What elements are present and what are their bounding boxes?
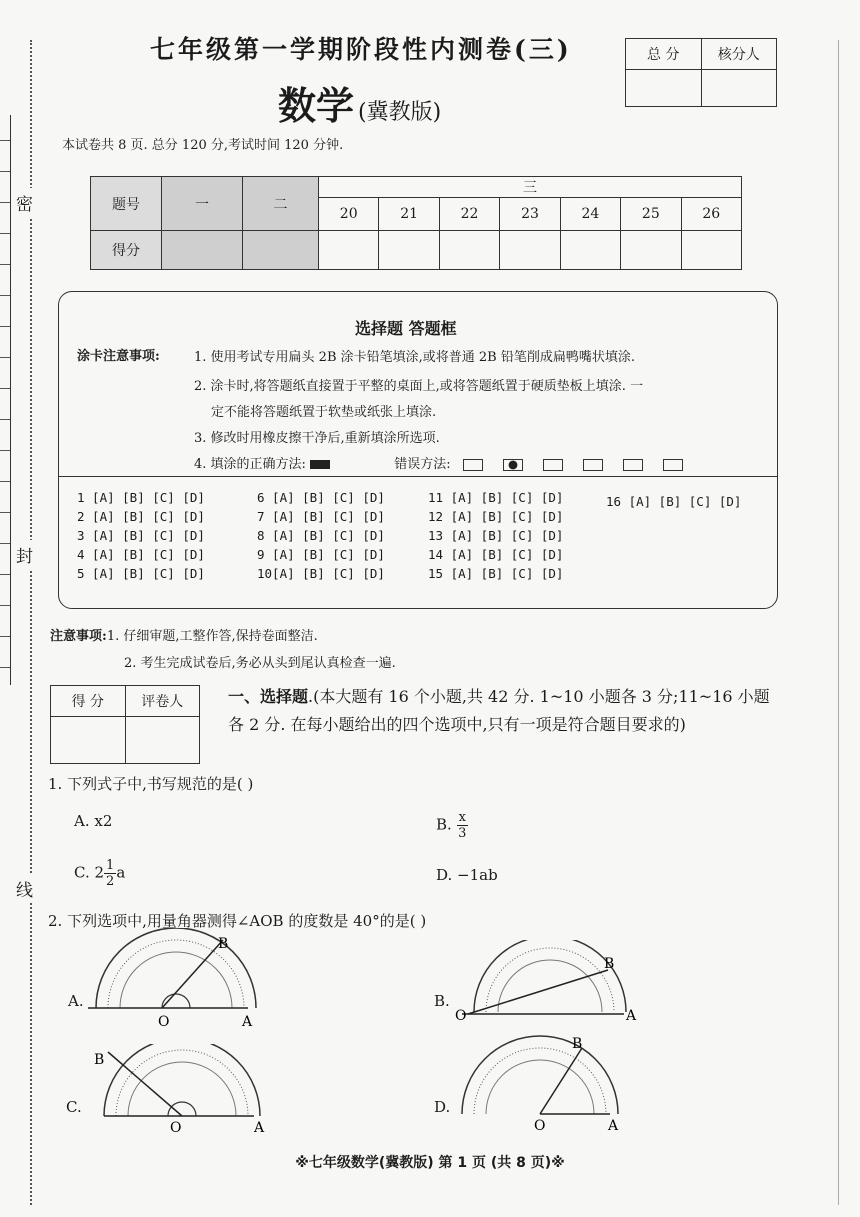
answer-card-divider xyxy=(58,476,778,477)
question-22: 22 xyxy=(439,198,499,231)
q1-c-numerator: 1 xyxy=(106,858,115,873)
q2-b-point-a: A xyxy=(626,1008,637,1024)
left-strip-separator xyxy=(0,202,10,203)
checker-cell[interactable] xyxy=(701,70,777,107)
option-row-3[interactable]: 3 [A] [B] [C] [D] xyxy=(77,528,205,543)
q1-option-a[interactable]: A. x2 xyxy=(74,812,113,830)
score-cell-part2[interactable] xyxy=(243,231,319,270)
option-row-9[interactable]: 9 [A] [B] [C] [D] xyxy=(257,547,385,562)
left-strip-separator xyxy=(0,295,10,296)
section-grader-cell[interactable] xyxy=(125,717,200,764)
wrong-method-label: 错误方法: xyxy=(394,457,451,472)
q1-option-b[interactable] xyxy=(436,810,468,841)
left-strip-separator xyxy=(0,512,10,513)
option-row-16[interactable]: 16 [A] [B] [C] [D] xyxy=(606,494,742,509)
option-row-10[interactable]: 10[A] [B] [C] [D] xyxy=(257,566,385,581)
exam-info: 本试卷共 8 页. 总分 120 分,考试时间 120 分钟. xyxy=(62,138,344,153)
option-row-2[interactable]: 2 [A] [B] [C] [D] xyxy=(77,509,205,524)
part-three-header: 三 xyxy=(319,177,742,198)
option-row-12[interactable]: 12 [A] [B] [C] [D] xyxy=(428,509,564,524)
option-row-11[interactable]: 11 [A] [B] [C] [D] xyxy=(428,490,564,505)
option-row-5[interactable]: 5 [A] [B] [C] [D] xyxy=(77,566,205,581)
total-score-label: 总 分 xyxy=(626,39,702,70)
subject-name: 数学 xyxy=(278,83,355,128)
binding-char-feng: 封 xyxy=(16,540,33,569)
q2-option-b-label[interactable]: B. xyxy=(434,992,450,1010)
left-strip-separator xyxy=(0,543,10,544)
q2-d-point-b: B xyxy=(572,1036,583,1052)
options-col-2 xyxy=(257,490,385,581)
fill-notice-2: 2. 涂卡时,将答题纸直接置于平整的桌面上,或将答题纸置于硬质垫板上填涂. 一 xyxy=(194,379,644,394)
q2-option-a-label[interactable]: A. xyxy=(68,992,84,1010)
exam-title: 七年级第一学期阶段性内测卷(三) xyxy=(150,35,572,64)
option-row-14[interactable]: 14 [A] [B] [C] [D] xyxy=(428,547,564,562)
score-cell-22[interactable] xyxy=(439,231,499,270)
wrong-circle-icon xyxy=(623,459,643,471)
section-one-heading: 一、选择题 xyxy=(228,687,309,706)
section-one-intro xyxy=(228,683,778,739)
question-26: 26 xyxy=(681,198,741,231)
fill-notice-1: 1. 使用考试专用扁头 2B 涂卡铅笔填涂,或将普通 2B 铅笔削成扁鸭嘴状填涂. xyxy=(194,350,635,365)
left-strip-separator xyxy=(0,264,10,265)
score-cell-20[interactable] xyxy=(319,231,379,270)
left-strip-separator xyxy=(0,388,10,389)
fill-notice-2-cont: 定不能将答题纸置于软垫或纸张上填涂. xyxy=(211,405,437,420)
part-one-header: 一 xyxy=(162,177,243,231)
q2-protractor-a xyxy=(88,928,268,1033)
question-25: 25 xyxy=(621,198,681,231)
q1-b-numerator: x xyxy=(458,810,466,825)
wrong-dot-icon xyxy=(503,459,523,471)
left-strip-separator xyxy=(0,481,10,482)
section-score-label: 得 分 xyxy=(51,686,126,717)
q2-d-point-o: O xyxy=(534,1118,546,1132)
left-strip-separator xyxy=(0,171,10,172)
score-cell-21[interactable] xyxy=(379,231,439,270)
correct-method-label: 4. 填涂的正确方法: xyxy=(194,457,306,472)
q1-option-c-suffix: a xyxy=(116,863,126,882)
score-cell-26[interactable] xyxy=(681,231,741,270)
correct-fill-example xyxy=(310,460,330,469)
total-score-cell[interactable] xyxy=(626,70,702,107)
score-table xyxy=(90,176,742,270)
fill-notice-3: 3. 修改时用橡皮擦干净后,重新填涂所选项. xyxy=(194,431,440,446)
q1-option-b-prefix: B. xyxy=(436,815,452,834)
left-strip-separator xyxy=(0,574,10,575)
fill-notice-4 xyxy=(194,453,691,472)
wrong-slash-icon xyxy=(663,459,683,471)
page-footer: ※七年级数学(冀教版) 第 1 页 (共 8 页)※ xyxy=(295,1155,565,1171)
binding-char-xian: 线 xyxy=(16,874,33,903)
score-cell-25[interactable] xyxy=(621,231,681,270)
left-strip-separator xyxy=(0,605,10,606)
q1-option-c-prefix: C. 2 xyxy=(74,863,105,882)
attention-item-1: 1. 仔细审题,工整作答,保持卷面整洁. xyxy=(106,629,318,644)
q1-c-denominator: 2 xyxy=(106,874,115,889)
left-strip-separator xyxy=(0,636,10,637)
question-21: 21 xyxy=(379,198,439,231)
q2-protractor-c xyxy=(86,1044,276,1134)
checker-label: 核分人 xyxy=(701,39,777,70)
q1-stem: 1. 下列式子中,书写规范的是( ) xyxy=(48,775,254,793)
subject-title xyxy=(278,75,441,130)
q2-protractor-d xyxy=(452,1034,652,1132)
score-cell-23[interactable] xyxy=(500,231,560,270)
edition-label: (冀教版) xyxy=(358,100,442,125)
binding-char-mi: 密 xyxy=(16,188,33,217)
attention-label: 注意事项: xyxy=(50,629,107,644)
option-row-1[interactable]: 1 [A] [B] [C] [D] xyxy=(77,490,205,505)
q2-c-point-b: B xyxy=(94,1052,105,1068)
fill-notice-label: 涂卡注意事项: xyxy=(77,349,160,364)
left-strip xyxy=(0,115,11,685)
option-row-15[interactable]: 15 [A] [B] [C] [D] xyxy=(428,566,564,581)
q2-protractor-b xyxy=(452,940,652,1030)
q2-stem: 2. 下列选项中,用量角器测得∠AOB 的度数是 40°的是( ) xyxy=(48,912,427,930)
question-23: 23 xyxy=(500,198,560,231)
left-strip-separator xyxy=(0,450,10,451)
q2-a-point-b: B xyxy=(218,936,229,952)
q2-a-point-a: A xyxy=(242,1014,253,1030)
wrong-cross-icon xyxy=(543,459,563,471)
q2-b-point-b: B xyxy=(604,956,615,972)
option-row-4[interactable]: 4 [A] [B] [C] [D] xyxy=(77,547,205,562)
left-strip-separator xyxy=(0,326,10,327)
question-number-label: 题号 xyxy=(91,177,162,231)
question-20: 20 xyxy=(319,198,379,231)
q2-b-point-o: O xyxy=(455,1008,467,1024)
options-col-3 xyxy=(428,490,563,581)
q2-d-point-a: A xyxy=(608,1118,619,1132)
left-strip-separator xyxy=(0,357,10,358)
left-strip-separator xyxy=(0,233,10,234)
section-one-text: .(本大题有 16 个小题,共 42 分. 1~10 小题各 3 分;11~16 小题各 2 分. 在每小题给出的四个选项中,只有一项是符合题目要求的) xyxy=(228,687,770,734)
q2-c-point-o: O xyxy=(170,1120,182,1134)
wrong-check-icon xyxy=(463,459,483,471)
score-row-label: 得分 xyxy=(91,231,162,270)
options-col-4 xyxy=(606,494,741,509)
option-row-13[interactable]: 13 [A] [B] [C] [D] xyxy=(428,528,564,543)
score-cell-24[interactable] xyxy=(560,231,620,270)
options-col-1 xyxy=(77,490,205,581)
left-strip-separator xyxy=(0,140,10,141)
page-edge xyxy=(838,40,839,1205)
q2-a-point-o: O xyxy=(158,1014,170,1030)
option-row-6[interactable]: 6 [A] [B] [C] [D] xyxy=(257,490,385,505)
total-score-box xyxy=(625,38,777,107)
q2-option-c-label[interactable]: C. xyxy=(66,1098,82,1116)
q1-option-d[interactable]: D. −1ab xyxy=(436,866,498,884)
part-two-header: 二 xyxy=(243,177,319,231)
question-24: 24 xyxy=(560,198,620,231)
wrong-partial-icon xyxy=(583,459,603,471)
attention-line-1 xyxy=(50,625,318,644)
section-grader-box xyxy=(50,685,200,764)
q1-option-c[interactable] xyxy=(74,858,125,889)
section-grader-label: 评卷人 xyxy=(125,686,200,717)
q1-option-b-fraction xyxy=(457,810,468,841)
attention-item-2: 2. 考生完成试卷后,务必从头到尾认真检查一遍. xyxy=(124,656,396,671)
option-row-7[interactable]: 7 [A] [B] [C] [D] xyxy=(257,509,385,524)
left-strip-separator xyxy=(0,419,10,420)
answer-card-title: 选择题 答题框 xyxy=(355,319,457,338)
score-cell-part1[interactable] xyxy=(162,231,243,270)
q2-option-d-label[interactable]: D. xyxy=(434,1098,451,1116)
left-strip-separator xyxy=(0,667,10,668)
section-score-cell[interactable] xyxy=(51,717,126,764)
q1-b-denominator: 3 xyxy=(458,826,467,841)
q2-c-point-a: A xyxy=(254,1120,265,1134)
option-row-8[interactable]: 8 [A] [B] [C] [D] xyxy=(257,528,385,543)
q1-option-c-fraction xyxy=(104,858,116,889)
